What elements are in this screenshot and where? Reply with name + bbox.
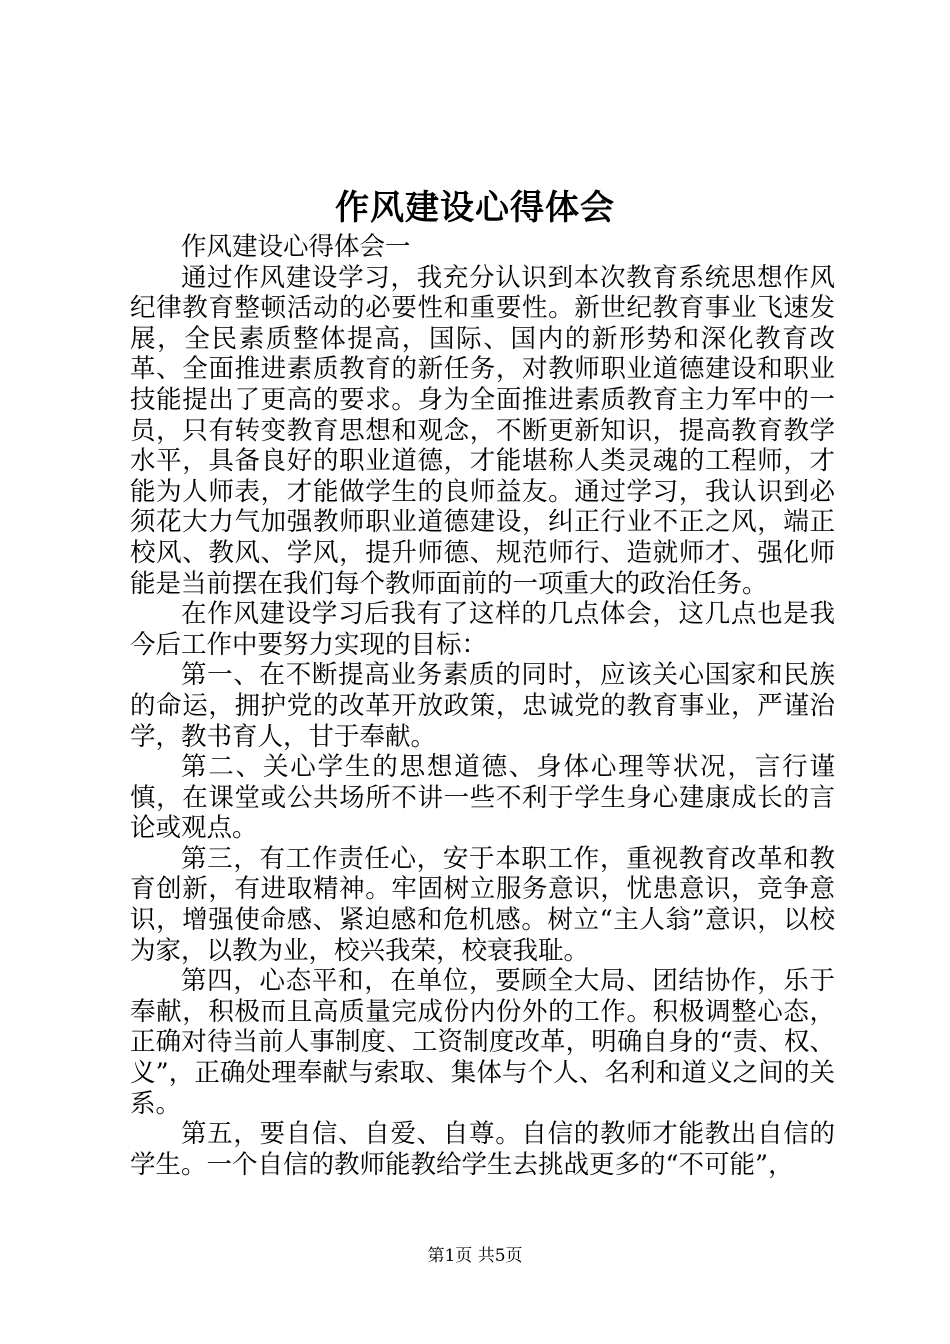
paragraph-point-3: 第三，有工作责任心，安于本职工作，重视教育改革和教育创新，有进取精神。牢固树立服务意识，忧患意识，竞争意识，增强使命感、紧迫感和危机感。树立“主人翁”意识，以校为家，以教为业，校兴我荣，校衰我耻。 [130, 843, 835, 966]
paragraph-subtitle: 作风建设心得体会一 [181, 232, 411, 262]
paragraph-point-5: 第五，要自信、自爱、自尊。自信的教师才能教出自信的学生。一个自信的教师能教给学生去挑战更多的“不可能”， [130, 1119, 835, 1180]
document-body [130, 232, 835, 1180]
paragraph-point-1: 第一、在不断提高业务素质的同时，应该关心国家和民族的命运，拥护党的改革开放政策，忠诚党的教育事业，严谨治学，教书育人，甘于奉献。 [130, 660, 835, 752]
paragraph-intro: 通过作风建设学习，我充分认识到本次教育系统思想作风纪律教育整顿活动的必要性和重要性。新世纪教育事业飞速发展，全民素质整体提高，国际、国内的新形势和深化教育改革、全面推进素质教育的新任务，对教师职业道德建设和职业技能提出了更高的要求。身为全面推进素质教育主力军中的一员，只有转变教育思想和观念，不断更新知识，提高教育教学水平，具备良好的职业道德，才能堪称人类灵魂的工程师，才能为人师表，才能做学生的良师益友。通过学习，我认识到必须花大力气加强教师职业道德建设，纠正行业不正之风，端正校风、教风、学风，提升师德、规范师行、造就师才、强化师能是当前摆在我们每个教师面前的一项重大的政治任务。 [130, 262, 835, 599]
page-footer: 第1页 共5页 [427, 1246, 523, 1266]
paragraph-summary: 在作风建设学习后我有了这样的几点体会，这几点也是我今后工作中要努力实现的目标： [130, 599, 835, 660]
paragraph-point-4: 第四，心态平和，在单位，要顾全大局、团结协作，乐于奉献，积极而且高质量完成份内份外的工作。积极调整心态，正确对待当前人事制度、工资制度改革，明确自身的“责、权、义”，正确处理奉献与索取、集体与个人、名利和道义之间的关系。 [130, 966, 835, 1119]
paragraph-point-2: 第二、关心学生的思想道德、身体心理等状况，言行谨慎，在课堂或公共场所不讲一些不利于学生身心建康成长的言论或观点。 [130, 752, 835, 844]
document-title: 作风建设心得体会 [335, 188, 615, 228]
